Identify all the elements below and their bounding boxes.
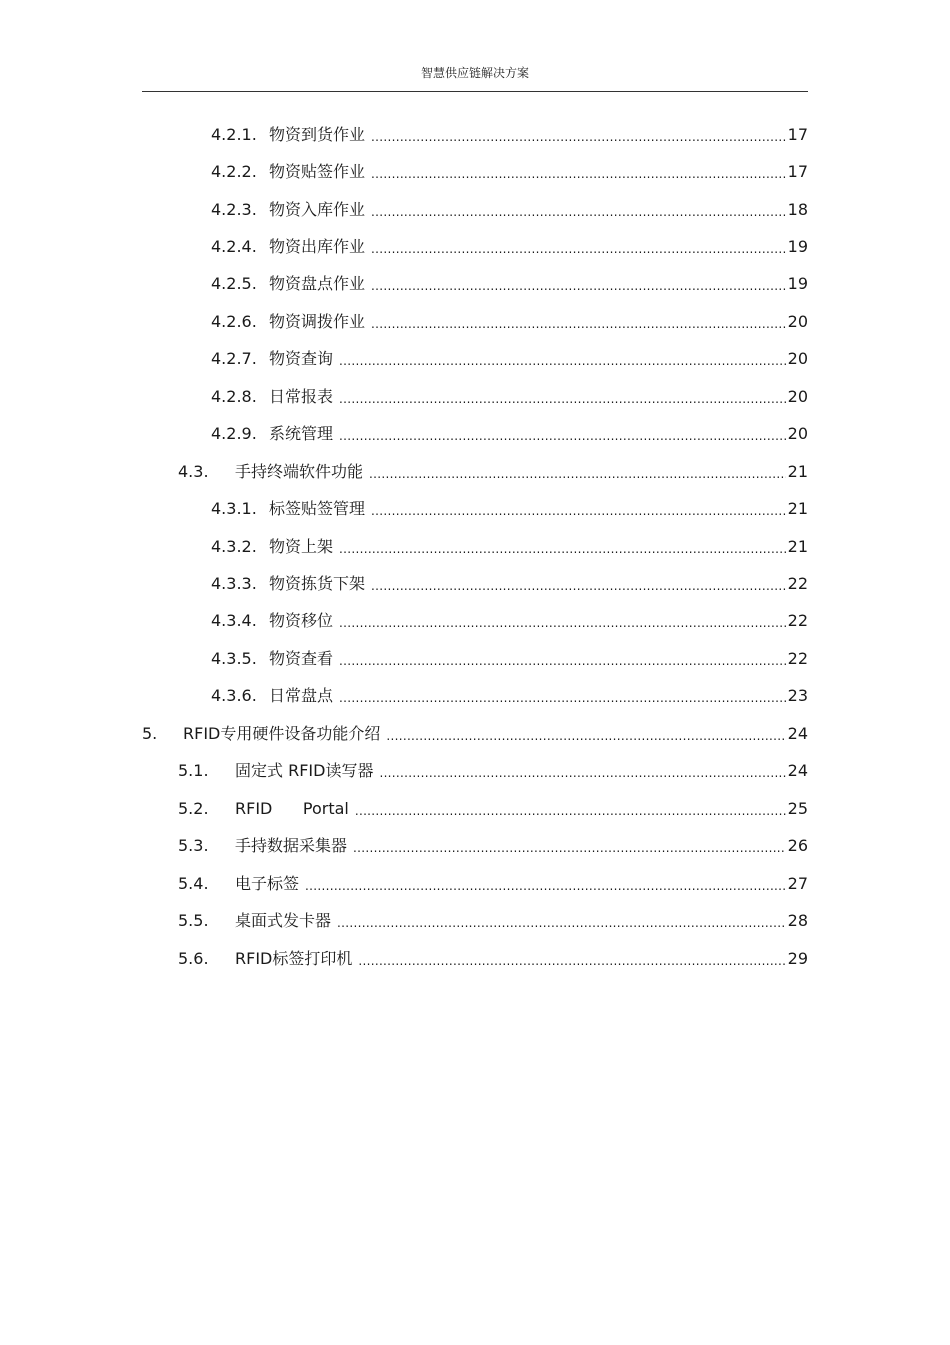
- toc-entry-number: 4.3.2.: [211, 537, 257, 556]
- toc-entry-page: 24: [787, 724, 808, 743]
- toc-dot-leader: [386, 722, 785, 746]
- toc-entry-title: 日常盘点: [269, 686, 334, 705]
- toc-entry-title: RFID专用硬件设备功能介绍: [183, 724, 381, 743]
- toc-dot-leader: [369, 460, 786, 484]
- toc-entry-page: 21: [787, 537, 808, 556]
- toc-dot-leader: [358, 947, 785, 971]
- toc-entry-number: 4.3.4.: [211, 611, 257, 630]
- toc-entry-page: 22: [787, 574, 808, 593]
- toc-entry-number: 4.2.2.: [211, 162, 257, 181]
- toc-entry-title: 物资入库作业: [269, 200, 366, 219]
- toc-entry-page: 20: [787, 312, 808, 331]
- toc-entry-number: 5.5.: [178, 911, 209, 930]
- toc-entry-page: 24: [787, 761, 808, 780]
- toc-entry[interactable]: [211, 535, 808, 559]
- toc-entry[interactable]: [178, 759, 808, 783]
- toc-entry-page: 28: [787, 911, 808, 930]
- toc-entry-title: 物资拣货下架: [269, 574, 366, 593]
- toc-entry-page: 21: [787, 462, 808, 481]
- toc-dot-leader: [371, 572, 786, 596]
- toc-entry[interactable]: [142, 722, 808, 746]
- toc-entry[interactable]: [178, 909, 808, 933]
- toc-entry-title: 物资盘点作业: [269, 274, 366, 293]
- toc-entry[interactable]: [211, 572, 808, 596]
- toc-entry[interactable]: [211, 647, 808, 671]
- toc-entry-title: 手持终端软件功能: [235, 462, 364, 481]
- toc-entry-page: 20: [787, 387, 808, 406]
- toc-entry-title: 标签贴签管理: [269, 499, 366, 518]
- toc-entry-page: 19: [787, 237, 808, 256]
- toc-entry-page: 27: [787, 874, 808, 893]
- toc-dot-leader: [371, 160, 786, 184]
- toc-entry-title: RFID Portal: [235, 799, 349, 818]
- toc-dot-leader: [371, 310, 786, 334]
- toc-entry-number: 4.2.1.: [211, 125, 257, 144]
- toc-entry-title: 日常报表: [269, 387, 334, 406]
- toc-entry-number: 5.3.: [178, 836, 209, 855]
- toc-entry-page: 20: [787, 349, 808, 368]
- toc-entry-page: 25: [787, 799, 808, 818]
- toc-entry[interactable]: [211, 609, 808, 633]
- toc-dot-leader: [379, 759, 785, 783]
- toc-entry-title: 物资移位: [269, 611, 334, 630]
- toc-entry[interactable]: [178, 947, 808, 971]
- toc-entry-number: 4.3.6.: [211, 686, 257, 705]
- toc-entry-page: 26: [787, 836, 808, 855]
- toc-entry[interactable]: [178, 460, 808, 484]
- toc-dot-leader: [339, 684, 786, 708]
- toc-entry-title: RFID标签打印机: [235, 949, 353, 968]
- toc-entry-page: 17: [787, 125, 808, 144]
- toc-dot-leader: [339, 609, 786, 633]
- page-header-title: 智慧供应链解决方案: [420, 66, 529, 80]
- header-divider: [142, 91, 808, 92]
- toc-entry-number: 4.2.5.: [211, 274, 257, 293]
- toc-entry-number: 4.2.7.: [211, 349, 257, 368]
- toc-entry-title: 物资查看: [269, 649, 334, 668]
- toc-entry[interactable]: [178, 797, 808, 821]
- toc-entry-number: 5.: [142, 724, 158, 743]
- toc-dot-leader: [371, 123, 786, 147]
- toc-entry-number: 5.4.: [178, 874, 209, 893]
- toc-entry-page: 18: [787, 200, 808, 219]
- toc-entry[interactable]: [211, 497, 808, 521]
- toc-entry-title: 物资上架: [269, 537, 334, 556]
- toc-entry[interactable]: [211, 310, 808, 334]
- toc-entry-number: 4.2.3.: [211, 200, 257, 219]
- toc-dot-leader: [355, 797, 786, 821]
- toc-entry-title: 桌面式发卡器: [235, 911, 332, 930]
- toc-entry-title: 手持数据采集器: [235, 836, 348, 855]
- toc-entry[interactable]: [211, 385, 808, 409]
- toc-entry-number: 4.3.5.: [211, 649, 257, 668]
- toc-dot-leader: [353, 834, 786, 858]
- toc-dot-leader: [337, 909, 786, 933]
- toc-entry[interactable]: [211, 422, 808, 446]
- toc-entry-number: 4.2.6.: [211, 312, 257, 331]
- toc-entry[interactable]: [211, 235, 808, 259]
- toc-entry-number: 4.2.9.: [211, 424, 257, 443]
- toc-entry-number: 4.3.1.: [211, 499, 257, 518]
- toc-entry[interactable]: [211, 272, 808, 296]
- toc-entry-page: 22: [787, 649, 808, 668]
- toc-entry-page: 29: [787, 949, 808, 968]
- toc-dot-leader: [371, 198, 786, 222]
- toc-entry-title: 固定式 RFID读写器: [235, 761, 374, 780]
- toc-entry[interactable]: [178, 872, 808, 896]
- toc-dot-leader: [339, 647, 786, 671]
- toc-entry[interactable]: [211, 160, 808, 184]
- toc-entry-number: 5.2.: [178, 799, 209, 818]
- toc-entry-page: 19: [787, 274, 808, 293]
- toc-entry-page: 17: [787, 162, 808, 181]
- toc-entry-number: 4.3.: [178, 462, 209, 481]
- toc-entry-title: 物资调拨作业: [269, 312, 366, 331]
- toc-entry-page: 23: [787, 686, 808, 705]
- toc-entry[interactable]: [211, 347, 808, 371]
- toc-dot-leader: [339, 347, 786, 371]
- toc-entry-title: 物资查询: [269, 349, 334, 368]
- toc-entry-title: 电子标签: [235, 874, 300, 893]
- toc-entry-title: 物资贴签作业: [269, 162, 366, 181]
- toc-entry-number: 4.2.4.: [211, 237, 257, 256]
- toc-entry-page: 21: [787, 499, 808, 518]
- toc-entry-page: 22: [787, 611, 808, 630]
- toc-dot-leader: [371, 235, 786, 259]
- toc-entry-number: 4.3.3.: [211, 574, 257, 593]
- toc-dot-leader: [339, 422, 786, 446]
- toc-dot-leader: [371, 272, 786, 296]
- toc-entry[interactable]: [211, 123, 808, 147]
- toc-entry-page: 20: [787, 424, 808, 443]
- toc-entry-title: 系统管理: [269, 424, 334, 443]
- toc-dot-leader: [339, 535, 786, 559]
- toc-entry-number: 5.6.: [178, 949, 209, 968]
- toc-entry[interactable]: [178, 834, 808, 858]
- toc-entry-number: 5.1.: [178, 761, 209, 780]
- toc-entry[interactable]: [211, 684, 808, 708]
- toc-entry-title: 物资到货作业: [269, 125, 366, 144]
- toc-entry-number: 4.2.8.: [211, 387, 257, 406]
- toc-dot-leader: [305, 872, 786, 896]
- toc-entry[interactable]: [211, 198, 808, 222]
- toc-dot-leader: [339, 385, 786, 409]
- toc-entry-title: 物资出库作业: [269, 237, 366, 256]
- toc-dot-leader: [371, 497, 786, 521]
